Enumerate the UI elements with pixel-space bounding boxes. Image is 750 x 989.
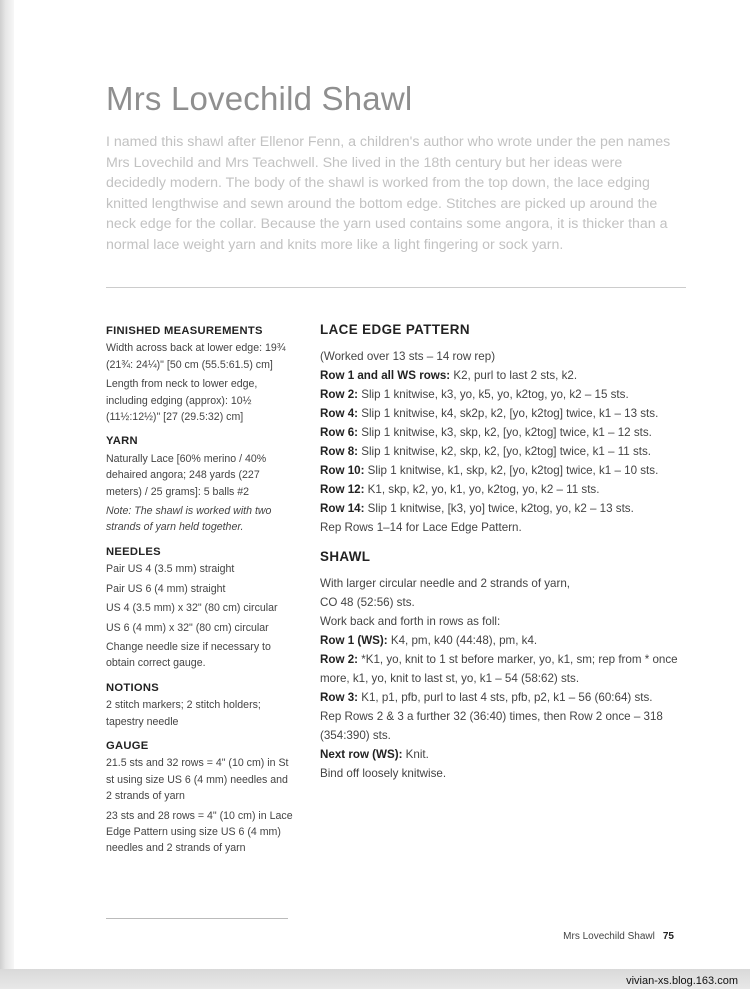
finished-length: Length from neck to lower edge, including edging (approx): 10½ (11½:12½)" [27 (29.5:32) cm] bbox=[106, 378, 258, 424]
row-text: Slip 1 knitwise, k3, skp, k2, [yo, k2tog] twice, k1 – 12 sts. bbox=[358, 426, 652, 439]
shawl-section bbox=[320, 547, 690, 783]
gauge-heading: GAUGE bbox=[106, 739, 149, 752]
watermark-text: vivian-xs.blog.163.com bbox=[626, 975, 738, 987]
finished-width: Width across back at lower edge: 19¾ (21¾: 24¼)" [50 cm (55.5:61.5) cm] bbox=[106, 342, 286, 371]
row-text: K1, p1, pfb, purl to last 4 sts, pfb, p2, k1 – 56 (60:64) sts. bbox=[358, 691, 653, 704]
shawl-next-row bbox=[320, 745, 690, 764]
row-label: Row 2: bbox=[320, 388, 359, 401]
row-text: K1, skp, k2, yo, k1, yo, k2tog, yo, k2 – 11 sts. bbox=[364, 483, 600, 496]
row-text: K2, purl to last 2 sts, k2. bbox=[450, 369, 578, 382]
lace-edge-heading: LACE EDGE PATTERN bbox=[320, 322, 470, 337]
page-title: Mrs Lovechild Shawl bbox=[106, 80, 413, 117]
lace-row bbox=[320, 366, 690, 385]
shawl-bind-off: Bind off loosely knitwise. bbox=[320, 767, 447, 780]
row-text: Slip 1 knitwise, k2, skp, k2, [yo, k2tog] twice, k1 – 11 sts. bbox=[358, 445, 651, 458]
row-label: Next row (WS): bbox=[320, 748, 403, 761]
page-number: 75 bbox=[662, 931, 674, 942]
yarn-note: Note: The shawl is worked with two strands of yarn held together. bbox=[106, 505, 272, 534]
footer-title: Mrs Lovechild Shawl bbox=[563, 931, 655, 942]
row-text: *K1, yo, knit to 1 st before marker, yo, k1, sm; rep from * once more, k1, yo, knit to last st, yo, k1 – 54 (58:62) sts. bbox=[320, 653, 678, 685]
row-text: Slip 1 knitwise, k3, yo, k5, yo, k2tog, yo, k2 – 15 sts. bbox=[358, 388, 629, 401]
shawl-row-1 bbox=[320, 631, 690, 650]
lace-row bbox=[320, 461, 690, 480]
row-label: Row 8: bbox=[320, 445, 359, 458]
needle-item: Pair US 4 (3.5 mm) straight bbox=[106, 563, 235, 576]
instructions-column bbox=[320, 320, 690, 793]
lace-edge-intro: (Worked over 13 sts – 14 row rep) bbox=[320, 350, 496, 363]
row-text: Slip 1 knitwise, k4, sk2p, k2, [yo, k2tog] twice, k1 – 13 sts. bbox=[358, 407, 659, 420]
lace-row bbox=[320, 423, 690, 442]
lace-row bbox=[320, 499, 690, 518]
shawl-intro-line: With larger circular needle and 2 strands of yarn, bbox=[320, 577, 571, 590]
lace-row bbox=[320, 385, 690, 404]
needles-section bbox=[106, 544, 296, 672]
needle-item: Change needle size if necessary to obtain correct gauge. bbox=[106, 640, 271, 670]
row-text: Slip 1 knitwise, k1, skp, k2, [yo, k2tog] twice, k1 – 10 sts. bbox=[364, 464, 659, 477]
needle-item: US 4 (3.5 mm) x 32" (80 cm) circular bbox=[106, 602, 278, 615]
divider-bottom bbox=[106, 918, 288, 919]
row-label: Row 14: bbox=[320, 502, 365, 515]
shawl-heading: SHAWL bbox=[320, 549, 371, 564]
row-label: Row 12: bbox=[320, 483, 365, 496]
divider-top bbox=[106, 287, 686, 288]
needle-item: US 6 (4 mm) x 32" (80 cm) circular bbox=[106, 621, 269, 634]
row-label: Row 2: bbox=[320, 653, 359, 666]
gauge-lace: 23 sts and 28 rows = 4" (10 cm) in Lace Edge Pattern using size US 6 (4 mm) needles and 2 strands of yarn bbox=[106, 809, 293, 855]
intro-paragraph: I named this shawl after Ellenor Fenn, a children's author who wrote under the pen names Mrs Lovechild and Mrs Teachwell. She lived in the 18th century but her ideas were decidedly modern. The body of the shawl is worked from the top down, the lace edging knitted lengthwise and sewn around the bottom edge. Stitches are picked up around the neck edge for the collar. Because the yarn used contains some angora, it is thicker than a normal lace weight yarn and knits more like a light fingering or sock yarn. bbox=[106, 134, 671, 253]
row-label: Row 1 and all WS rows: bbox=[320, 369, 451, 382]
row-label: Row 3: bbox=[320, 691, 359, 704]
lace-edge-repeat: Rep Rows 1–14 for Lace Edge Pattern. bbox=[320, 521, 522, 534]
lace-row bbox=[320, 442, 690, 461]
page-gutter-shadow bbox=[0, 0, 14, 989]
row-text: K4, pm, k40 (44:48), pm, k4. bbox=[387, 634, 538, 647]
notions-section bbox=[106, 680, 296, 730]
yarn-heading: YARN bbox=[106, 435, 138, 448]
row-label: Row 4: bbox=[320, 407, 359, 420]
row-text: Knit. bbox=[402, 748, 429, 761]
row-label: Row 1 (WS): bbox=[320, 634, 388, 647]
shawl-intro-line: Work back and forth in rows as foll: bbox=[320, 615, 501, 628]
yarn-description: Naturally Lace [60% merino / 40% dehaired angora; 248 yards (227 meters) / 25 grams]: 5 balls #2 bbox=[106, 452, 267, 498]
row-label: Row 10: bbox=[320, 464, 365, 477]
finished-measurements-section bbox=[106, 323, 296, 425]
yarn-section bbox=[106, 433, 296, 535]
lace-edge-section bbox=[320, 320, 690, 537]
materials-column bbox=[106, 323, 296, 865]
shawl-repeat: Rep Rows 2 & 3 a further 32 (36:40) times, then Row 2 once – 318 (354:390) sts. bbox=[320, 710, 663, 742]
gauge-section bbox=[106, 738, 296, 857]
shawl-intro-line: CO 48 (52:56) sts. bbox=[320, 596, 415, 609]
lace-row bbox=[320, 480, 690, 499]
row-text: Slip 1 knitwise, [k3, yo] twice, k2tog, yo, k2 – 13 sts. bbox=[364, 502, 634, 515]
finished-measurements-heading: FINISHED MEASUREMENTS bbox=[106, 325, 263, 337]
needles-heading: NEEDLES bbox=[106, 545, 161, 558]
gauge-stockinette: 21.5 sts and 32 rows = 4" (10 cm) in St st using size US 6 (4 mm) needles and 2 strands of yarn bbox=[106, 757, 289, 803]
notions-heading: NOTIONS bbox=[106, 681, 160, 694]
shawl-row-3 bbox=[320, 688, 690, 707]
row-label: Row 6: bbox=[320, 426, 359, 439]
notions-list: 2 stitch markers; 2 stitch holders; tapestry needle bbox=[106, 699, 261, 728]
page-footer bbox=[563, 931, 674, 942]
lace-row bbox=[320, 404, 690, 423]
needle-item: Pair US 6 (4 mm) straight bbox=[106, 582, 226, 595]
shawl-row-2 bbox=[320, 650, 690, 688]
